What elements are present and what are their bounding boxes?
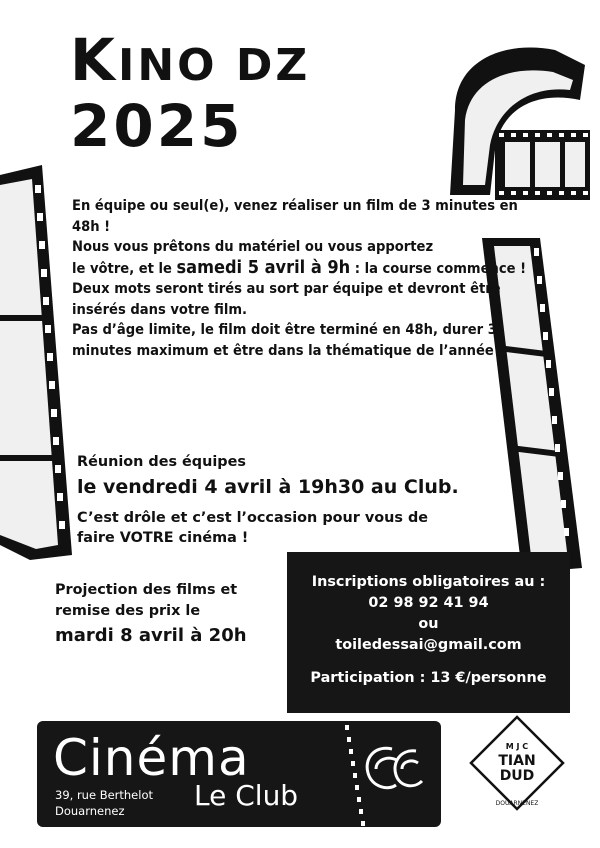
mjc-line-2: DUD bbox=[499, 768, 535, 784]
inscriptions-box bbox=[287, 552, 570, 713]
meeting-section bbox=[77, 452, 517, 548]
inscriptions-heading: Inscriptions obligatoires au : bbox=[311, 574, 546, 590]
mjc-letters: M J C bbox=[505, 742, 529, 751]
inscriptions-price: Participation : 13 €/personne bbox=[310, 670, 547, 686]
cinema-word: Cinéma bbox=[53, 729, 250, 787]
meeting-heading: Réunion des équipes bbox=[77, 454, 246, 470]
mjc-tiandud-logo bbox=[467, 713, 567, 813]
intro-highlight-date: samedi 5 avril à 9h bbox=[176, 256, 351, 278]
projection-line-1: Projection des films et bbox=[55, 582, 238, 598]
intro-paragraph-3-start: le vôtre, et le bbox=[72, 259, 172, 277]
intro-paragraph-1: En équipe ou seul(e), venez réaliser un film de 3 minutes en 48h ! bbox=[72, 197, 518, 235]
mjc-line-1: TIAN bbox=[498, 753, 536, 769]
meeting-line-4: faire VOTRE cinéma ! bbox=[77, 530, 249, 546]
intro-text bbox=[72, 196, 542, 361]
intro-paragraph-4: Deux mots seront tirés au sort par équipe et devront être insérés dans votre film. bbox=[72, 280, 501, 318]
inscriptions-or: ou bbox=[418, 616, 439, 632]
film-strip-left-graphic bbox=[0, 165, 75, 565]
cinema-address-street: 39, rue Berthelot bbox=[55, 788, 153, 802]
projection-date: mardi 8 avril à 20h bbox=[55, 625, 247, 646]
cinema-address-city: Douarnenez bbox=[55, 804, 125, 818]
title-first-letter: K bbox=[70, 26, 118, 94]
projection-section bbox=[55, 580, 295, 650]
cinema-address bbox=[55, 787, 153, 819]
title-year: 2025 bbox=[70, 92, 244, 160]
mjc-bottom: DOUARNENEZ bbox=[495, 800, 539, 807]
intro-paragraph-5: Pas d’âge limite, le film doit être terminé en 48h, durer 3 minutes maximum et être dans la thématique de l’année ! bbox=[72, 321, 505, 359]
meeting-line-3: C’est drôle et c’est l’occasion pour vous de bbox=[77, 510, 429, 526]
intro-paragraph-3-end: : la course commence ! bbox=[354, 259, 527, 277]
poster-title bbox=[70, 26, 311, 160]
intro-paragraph-3 bbox=[72, 258, 542, 280]
projection-line-2: remise des prix le bbox=[55, 603, 201, 619]
cinema-cc-logo-icon bbox=[362, 741, 427, 796]
title-rest: INO DZ bbox=[117, 40, 311, 91]
inscriptions-email: toiledessai@gmail.com bbox=[335, 637, 522, 653]
intro-paragraph-2: Nous vous prêtons du matériel ou vous apportez bbox=[72, 238, 434, 255]
inscriptions-phone: 02 98 92 41 94 bbox=[368, 595, 489, 611]
cinema-club-name: Le Club bbox=[194, 779, 299, 812]
meeting-date: le vendredi 4 avril à 19h30 au Club. bbox=[77, 476, 459, 498]
film-strip-top-right-graphic bbox=[435, 20, 600, 205]
cinema-logo-block bbox=[37, 721, 441, 827]
